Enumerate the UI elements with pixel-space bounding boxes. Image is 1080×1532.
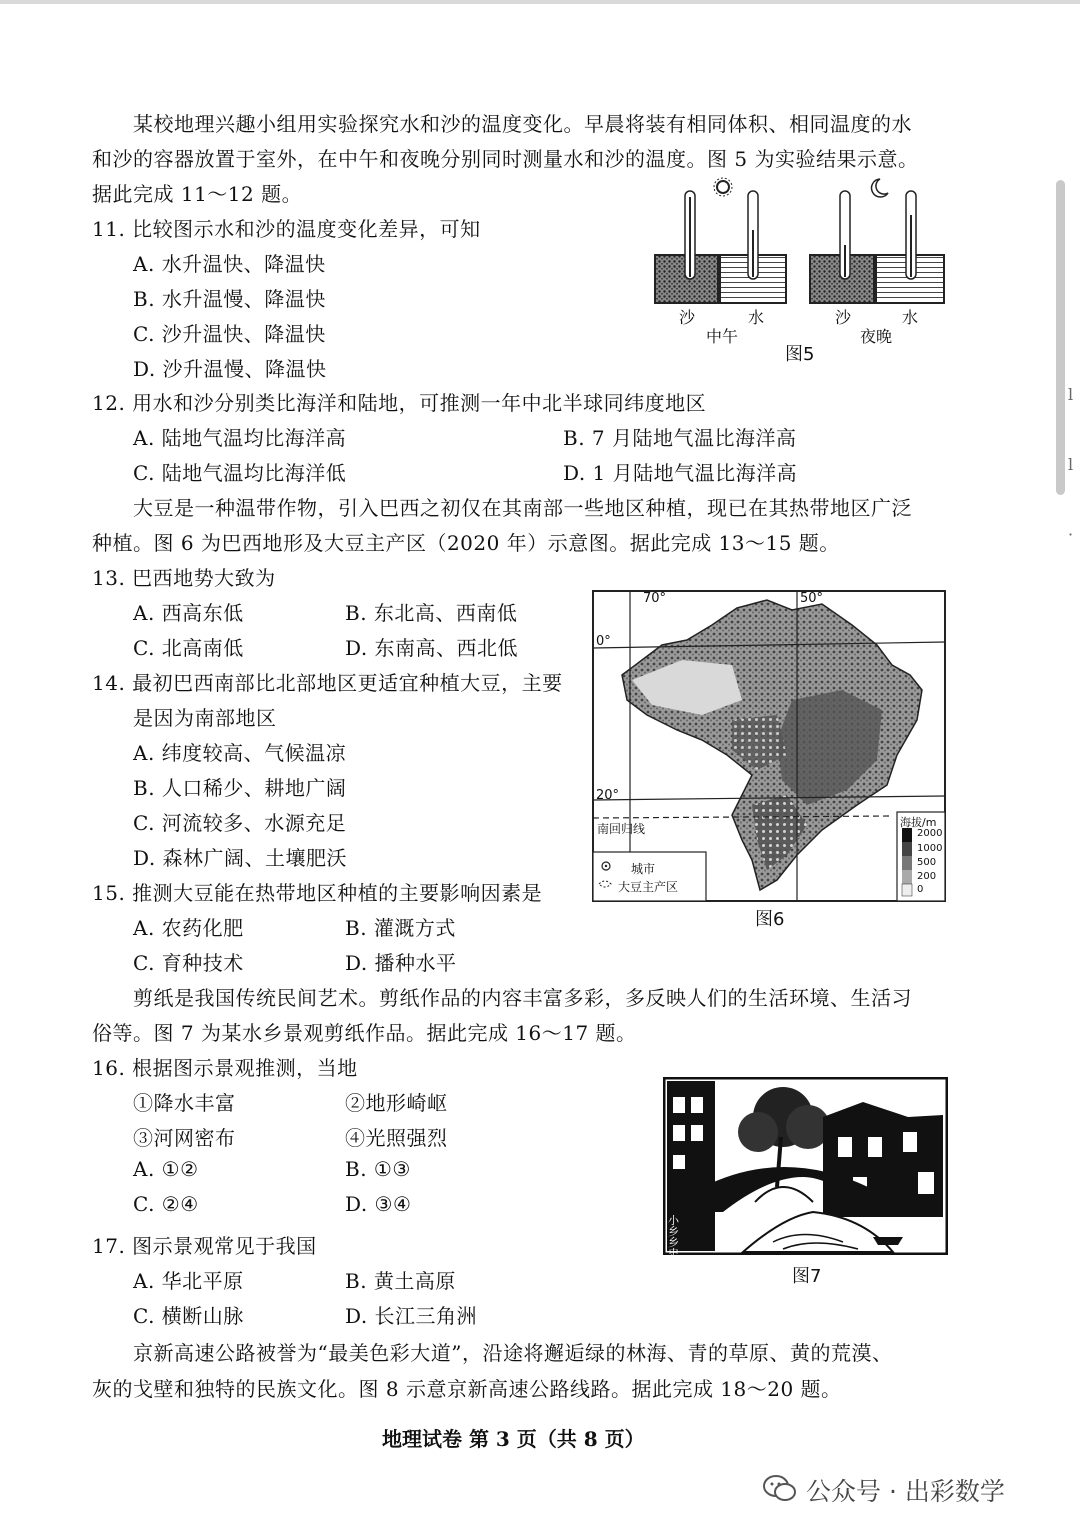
fig5-label-water-noon: 水 bbox=[748, 308, 765, 327]
moon-icon bbox=[872, 179, 888, 197]
fig6-elev-tick: 200 bbox=[917, 871, 937, 882]
q11-option-a: A. 水升温快、降温快 bbox=[133, 252, 326, 276]
fig6-brazil-map bbox=[592, 590, 946, 902]
top-border bbox=[0, 0, 1080, 4]
q12-option-b: B. 7 月陆地气温比海洋高 bbox=[563, 426, 797, 450]
fig6-elevation-title: 海拔/m bbox=[900, 816, 937, 829]
right-houses bbox=[823, 1102, 943, 1217]
fig5-label-sand-noon: 沙 bbox=[679, 308, 696, 327]
q16-option-c: C. ②④ bbox=[133, 1192, 199, 1216]
fig5-label-noon: 中午 bbox=[706, 327, 739, 346]
q17-option-d: D. 长江三角洲 bbox=[345, 1304, 478, 1328]
q11-stem: 11. 比较图示水和沙的温度变化差异，可知 bbox=[92, 217, 481, 241]
intro2-line1: 大豆是一种温带作物，引入巴西之初仅在其南部一些地区种植，现已在其热带地区广泛 bbox=[133, 496, 912, 520]
edge-marks bbox=[1068, 360, 1073, 570]
thermometer-icon bbox=[906, 191, 916, 279]
q15-option-b: B. 灌溉方式 bbox=[345, 916, 456, 940]
q11-option-d: D. 沙升温慢、降温快 bbox=[133, 357, 327, 381]
intro3-line2: 俗等。图 7 为某水乡景观剪纸作品。据此完成 16～17 题。 bbox=[92, 1021, 637, 1045]
q12-option-c: C. 陆地气温均比海洋低 bbox=[133, 461, 347, 485]
q11-option-b: B. 水升温慢、降温快 bbox=[133, 287, 326, 311]
q13-option-a: A. 西高东低 bbox=[133, 601, 244, 625]
fig6-lon-70: 70° bbox=[643, 591, 667, 606]
fig6-legend-soy: 大豆主产区 bbox=[618, 880, 679, 894]
fig5-caption: 图5 bbox=[785, 344, 815, 365]
q13-option-c: C. 北高南低 bbox=[133, 636, 244, 660]
q14-stem-line2: 是因为南部地区 bbox=[133, 706, 277, 730]
q17-stem: 17. 图示景观常见于我国 bbox=[92, 1234, 317, 1258]
fig6-legend-city: 城市 bbox=[631, 862, 656, 876]
intro1-line1: 某校地理兴趣小组用实验探究水和沙的温度变化。早晨将装有相同体积、相同温度的水 bbox=[133, 112, 912, 136]
q12-option-a: A. 陆地气温均比海洋高 bbox=[133, 426, 347, 450]
thermometer-icon bbox=[840, 191, 850, 279]
fig5-label-water-night: 水 bbox=[902, 308, 919, 327]
page-footer: 地理试卷 第 3 页（共 8 页） bbox=[382, 1427, 645, 1451]
q17-option-c: C. 横断山脉 bbox=[133, 1304, 244, 1328]
q16-stem: 16. 根据图示景观推测，当地 bbox=[92, 1056, 358, 1080]
q16-option-d: D. ③④ bbox=[345, 1192, 412, 1216]
intro1-line2: 和沙的容器放置于室外，在中午和夜晚分别同时测量水和沙的温度。图 5 为实验结果示意。 bbox=[92, 147, 919, 171]
fig6-elev-tick: 500 bbox=[917, 857, 937, 868]
fig6-elev-tick: 1000 bbox=[917, 843, 943, 854]
fig6-lat-20: 20° bbox=[596, 788, 620, 803]
q15-stem: 15. 推测大豆能在热带地区种植的主要影响因素是 bbox=[92, 881, 543, 905]
q14-option-d: D. 森林广阔、土壤肥沃 bbox=[133, 846, 348, 870]
q16-option-b: B. ①③ bbox=[345, 1157, 411, 1181]
q14-option-a: A. 纬度较高、气候温凉 bbox=[133, 741, 347, 765]
intro4-line2: 灰的戈壁和独特的民族文化。图 8 示意京新高速公路线路。据此完成 18～20 题。 bbox=[92, 1377, 842, 1401]
fig6-lon-50: 50° bbox=[800, 591, 824, 606]
q12-option-d: D. 1 月陆地气温比海洋高 bbox=[563, 461, 798, 485]
q12-stem: 12. 用水和沙分别类比海洋和陆地，可推测一年中北半球同纬度地区 bbox=[92, 391, 707, 415]
q14-option-c: C. 河流较多、水源充足 bbox=[133, 811, 347, 835]
fig5-figure bbox=[648, 175, 948, 365]
fig6-elev-tick: 0 bbox=[917, 884, 924, 895]
q16-item-2: ②地形崎岖 bbox=[345, 1091, 448, 1115]
q13-stem: 13. 巴西地势大致为 bbox=[92, 566, 276, 590]
q16-item-1: ①降水丰富 bbox=[133, 1091, 236, 1115]
q17-option-b: B. 黄土高原 bbox=[345, 1269, 456, 1293]
edge-mark: · bbox=[1068, 525, 1074, 544]
q13-option-b: B. 东北高、西南低 bbox=[345, 601, 518, 625]
q15-option-d: D. 播种水平 bbox=[345, 951, 457, 975]
q17-option-a: A. 华北平原 bbox=[133, 1269, 244, 1293]
thermometer-icon bbox=[748, 191, 758, 279]
fig7-seal: 小乡乡史 bbox=[668, 1214, 679, 1260]
fig6-lat-0: 0° bbox=[596, 634, 611, 649]
fig6-tropic-label: 南回归线 bbox=[597, 822, 646, 836]
intro2-line2: 种植。图 6 为巴西地形及大豆主产区（2020 年）示意图。据此完成 13～15 题。 bbox=[92, 531, 840, 555]
intro3-line1: 剪纸是我国传统民间艺术。剪纸作品的内容丰富多彩，多反映人们的生活环境、生活习 bbox=[133, 986, 912, 1010]
q15-option-c: C. 育种技术 bbox=[133, 951, 244, 975]
edge-mark: l bbox=[1068, 455, 1074, 474]
q14-option-b: B. 人口稀少、耕地广阔 bbox=[133, 776, 347, 800]
intro1-line3: 据此完成 11～12 题。 bbox=[92, 182, 303, 206]
q11-option-c: C. 沙升温快、降温快 bbox=[133, 322, 326, 346]
edge-mark: l bbox=[1068, 385, 1074, 404]
wechat-icon bbox=[763, 1474, 797, 1504]
fig6-caption: 图6 bbox=[755, 909, 785, 930]
q16-option-a: A. ①② bbox=[133, 1157, 199, 1181]
scrollbar-thumb[interactable] bbox=[1056, 180, 1065, 495]
fig7-papercut bbox=[663, 1077, 948, 1255]
boat bbox=[873, 1237, 903, 1245]
fig6-elev-tick: 2000 bbox=[917, 828, 943, 839]
intro4-line1: 京新高速公路被誉为“最美色彩大道”，沿途将邂逅绿的林海、青的草原、黄的荒漠、 bbox=[133, 1341, 893, 1365]
q13-option-d: D. 东南高、西北低 bbox=[345, 636, 519, 660]
sun-icon bbox=[714, 178, 732, 196]
fig7-caption: 图7 bbox=[792, 1266, 822, 1287]
q16-item-4: ④光照强烈 bbox=[345, 1126, 448, 1150]
q16-item-3: ③河网密布 bbox=[133, 1126, 236, 1150]
fig5-label-night: 夜晚 bbox=[860, 327, 893, 346]
q15-option-a: A. 农药化肥 bbox=[133, 916, 244, 940]
thermometer-icon bbox=[685, 191, 695, 279]
q14-stem-line1: 14. 最初巴西南部比北部地区更适宜种植大豆，主要 bbox=[92, 671, 563, 695]
fig5-label-sand-night: 沙 bbox=[835, 308, 852, 327]
watermark-text: 公众号 · 出彩数学 bbox=[806, 1477, 1005, 1506]
